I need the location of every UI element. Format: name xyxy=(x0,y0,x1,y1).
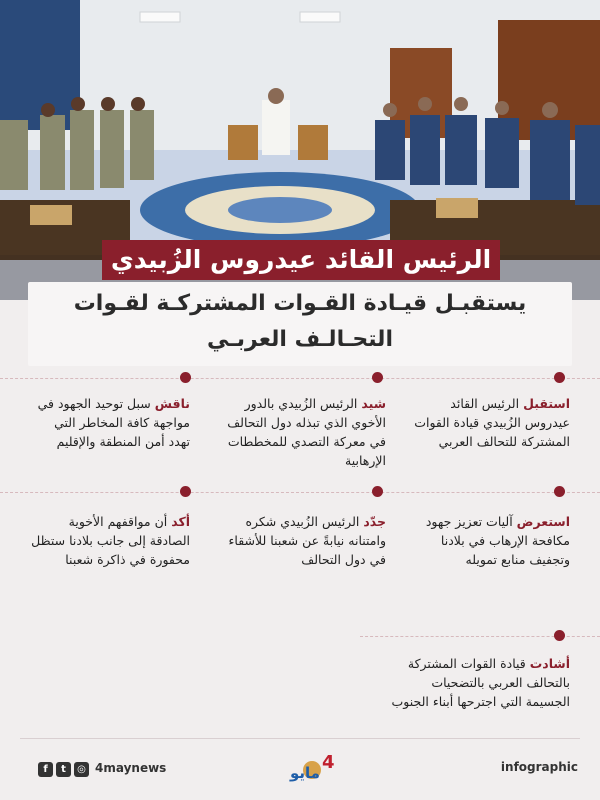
social-handle[interactable]: 4maynews xyxy=(95,761,167,775)
point-highlight: أشادت xyxy=(529,656,570,671)
point-highlight: شيد xyxy=(361,396,386,411)
bullet-dot xyxy=(180,372,191,383)
social-icons xyxy=(38,762,89,777)
footer-divider xyxy=(20,738,580,739)
point-text: الرئيس الزُبيدي شكره وامتنانه نيابةً عن شعبنا للأشقاء في دول التحالف xyxy=(228,514,386,567)
subtitle-line-2: التحـالـف العربـي xyxy=(206,327,393,352)
point-text: قيادة القوات المشتركة بالتحالف العربي بالتضحيات الجسيمة التي اجترحها أبناء الجنوب xyxy=(391,656,570,709)
subtitle xyxy=(28,282,572,366)
point-received xyxy=(410,394,570,451)
point-text: الرئيس القائد عيدروس الزُبيدي قيادة القوات المشتركة للتحالف العربي xyxy=(414,396,570,449)
point-reviewed xyxy=(410,512,570,569)
point-text: سبل توحيد الجهود في مواجهة كافة المخاطر التي تهدد أمن المنطقة والإقليم xyxy=(37,396,190,449)
bullet-dot xyxy=(180,486,191,497)
point-commended xyxy=(390,654,570,711)
4may-logo xyxy=(270,748,340,788)
point-highlight: استعرض xyxy=(516,514,570,529)
point-highlight: جدّد xyxy=(363,514,386,529)
logo-number: 4 xyxy=(322,752,335,773)
bullet-dot xyxy=(554,372,565,383)
facebook-icon[interactable]: f xyxy=(38,762,53,777)
point-text: أن مواقفهم الأخوية الصادقة إلى جانب بلادنا ستظل محفورة في ذاكرة شعبنا xyxy=(31,514,190,567)
headline-banner: الرئيس القائد عيدروس الزُبيدي xyxy=(102,240,500,280)
bullet-dot xyxy=(372,372,383,383)
row-divider-2 xyxy=(0,492,600,493)
twitter-icon[interactable]: t xyxy=(56,762,71,777)
point-highlight: ناقش xyxy=(154,396,190,411)
point-highlight: استقبل xyxy=(523,396,570,411)
logo-text: مايو xyxy=(290,764,320,782)
row-divider-1 xyxy=(0,378,600,379)
point-highlight: أكد xyxy=(171,514,190,529)
footer xyxy=(0,742,600,800)
point-renewed xyxy=(216,512,386,569)
bullet-dot xyxy=(554,486,565,497)
subtitle-line-1: يستقبـل قيـادة القـوات المشتركـة لقـوات xyxy=(73,291,527,316)
point-text: الرئيس الزُبيدي بالدور الأخوي الذي تبذله دول التحالف في معركة التصدي للمخططات الإرهابية xyxy=(227,396,386,468)
instagram-icon[interactable]: ◎ xyxy=(74,762,89,777)
point-praised xyxy=(216,394,386,470)
point-affirmed xyxy=(30,512,190,569)
infographic-tag: infographic xyxy=(500,760,578,774)
bullet-dot xyxy=(554,630,565,641)
point-discussed xyxy=(30,394,190,451)
point-text: آليات تعزيز جهود مكافحة الإرهاب في بلادنا وتجفيف منابع تمويله xyxy=(425,514,570,567)
bullet-dot xyxy=(372,486,383,497)
